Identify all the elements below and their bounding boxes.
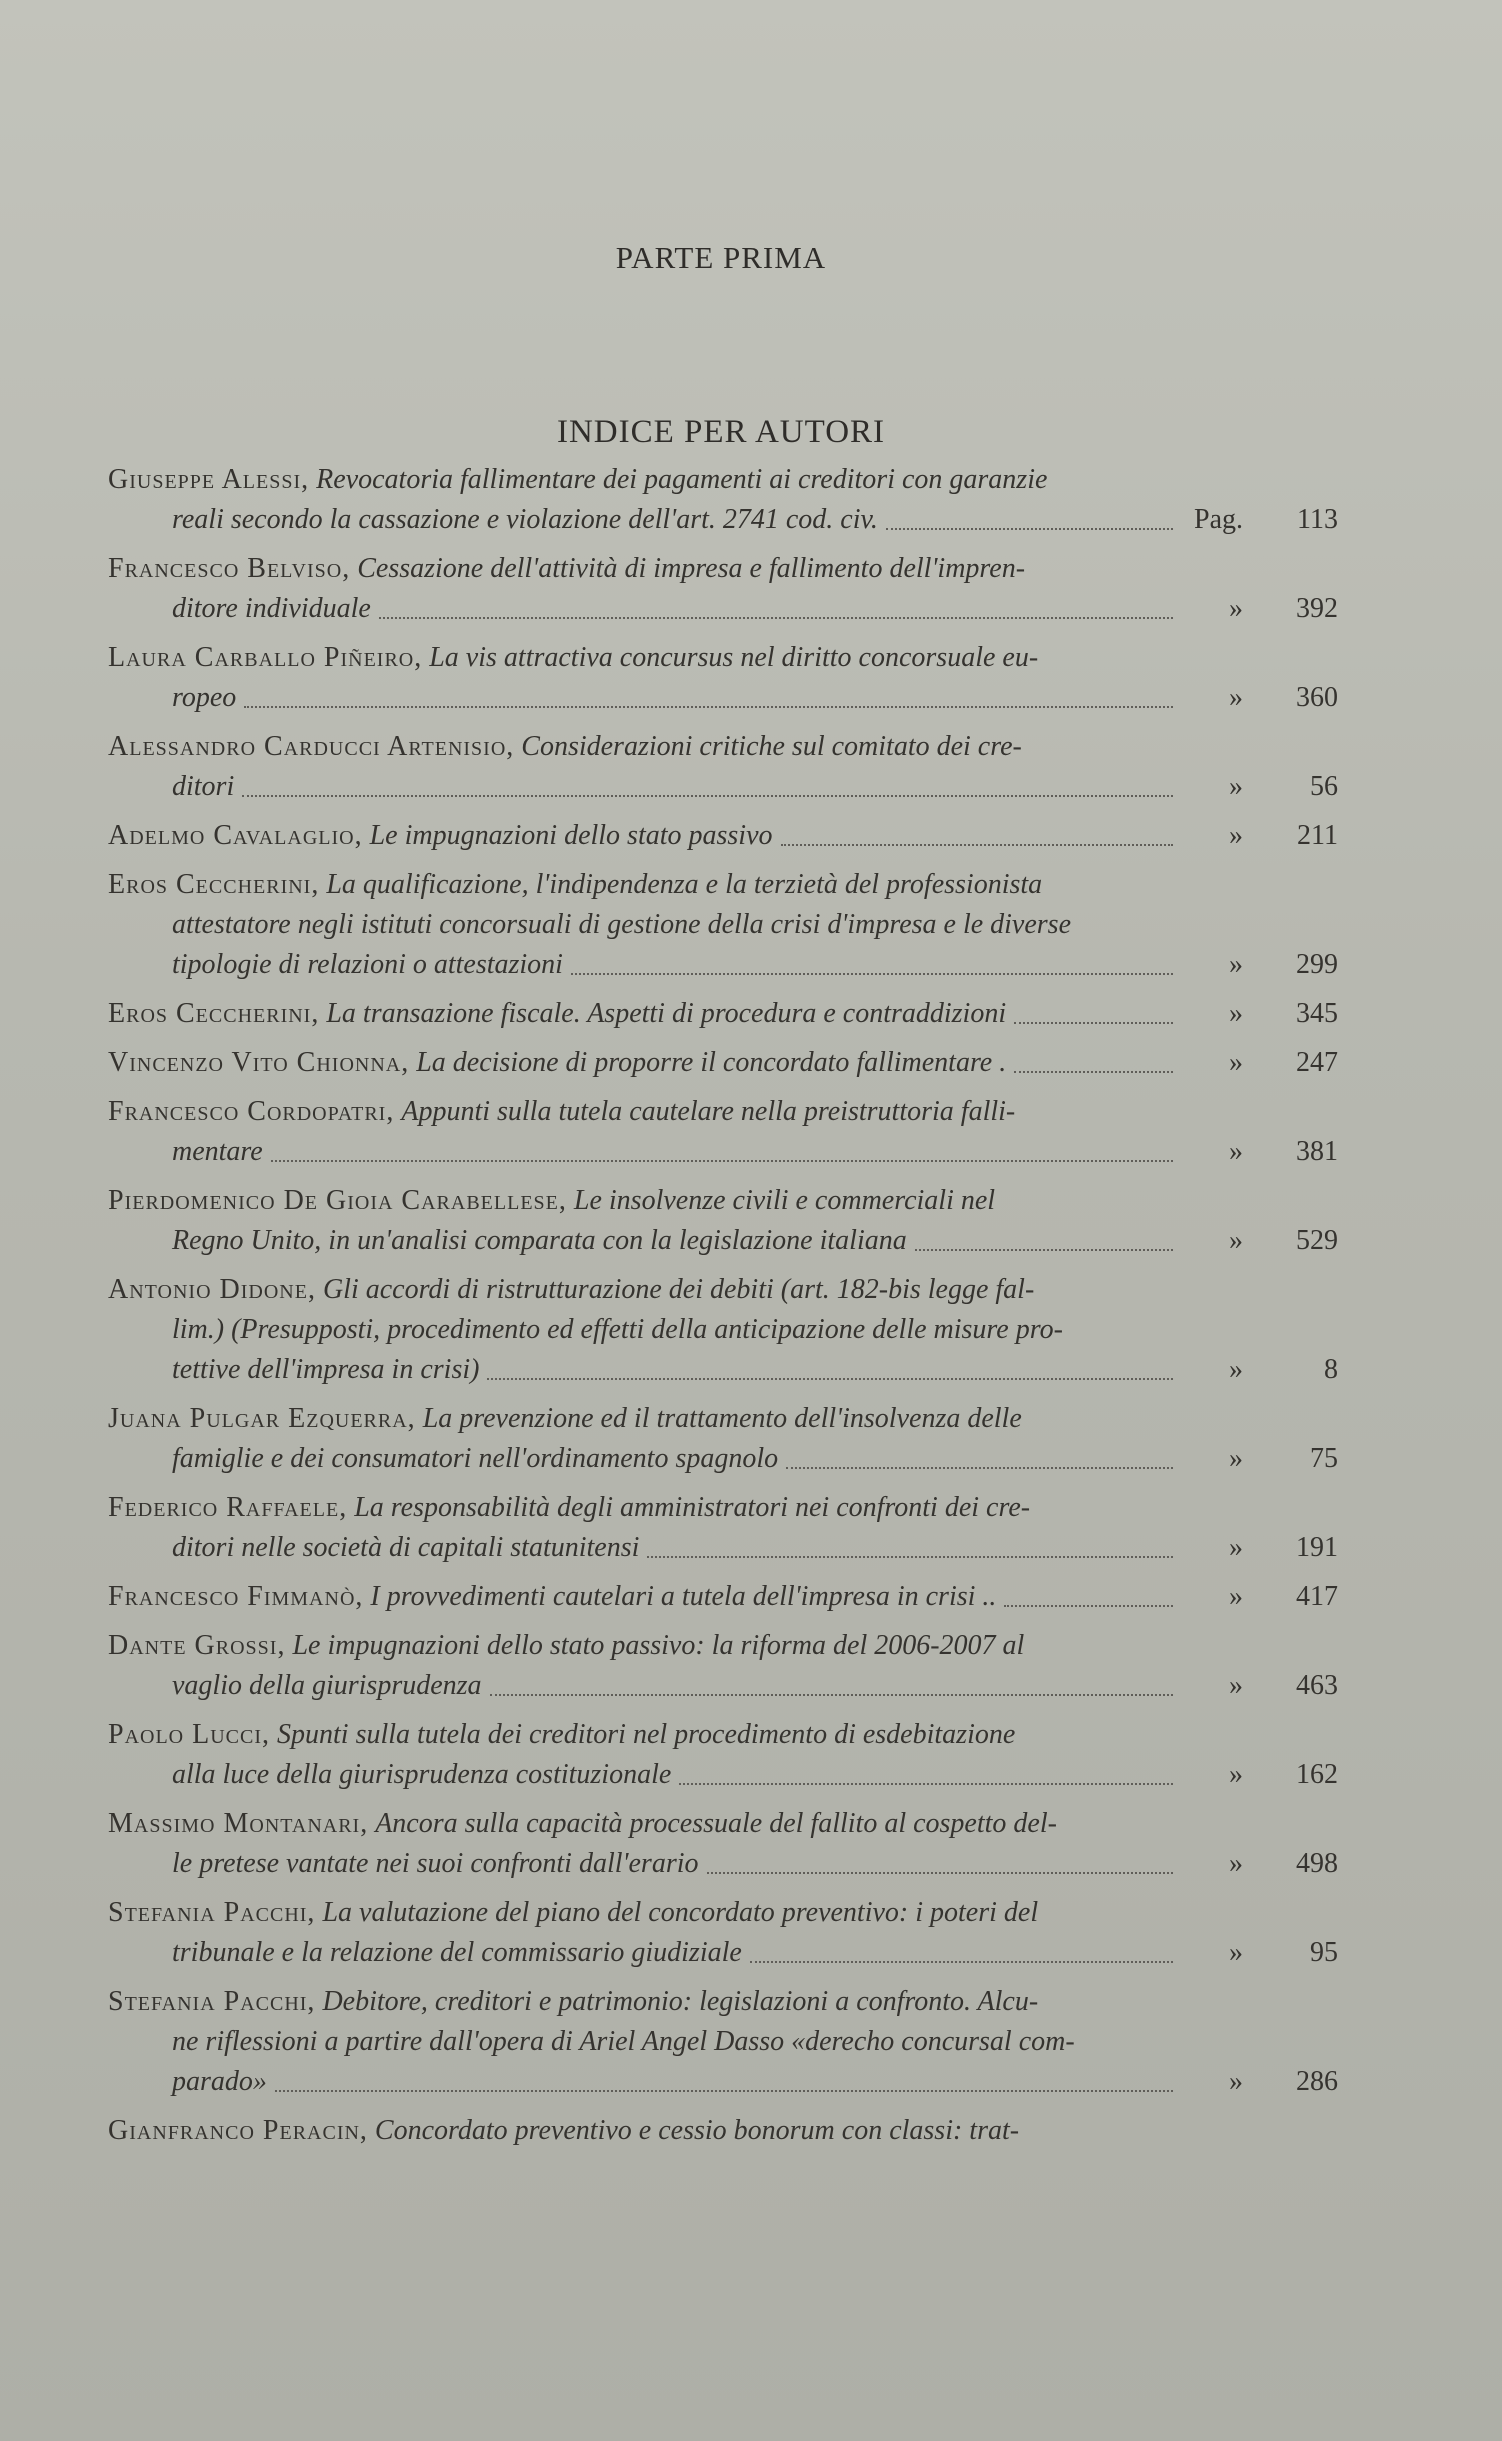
entry-title: Debitore, creditori e patrimonio: legislazioni a confronto. Alcu- [322, 1986, 1039, 2017]
entry-title: La prevenzione ed il trattamento dell'insolvenza delle [422, 1403, 1022, 1434]
entry-line-text [108, 1096, 1015, 1127]
entry-text [108, 1577, 1173, 1617]
entry-title: ropeo [172, 682, 237, 713]
entry-text [108, 638, 1173, 718]
entry-line [108, 1577, 1173, 1617]
entry-line-text [172, 1528, 639, 1568]
index-entry [108, 1092, 1338, 1172]
entry-author: Francesco Belviso, [108, 553, 351, 584]
page-marker: » [1229, 1354, 1243, 1385]
entry-author: Francesco Cordopatri, [108, 1096, 395, 1127]
page-number: 392 [1296, 593, 1338, 624]
entry-line [108, 549, 1173, 589]
dot-leader [379, 615, 1173, 619]
entry-line [108, 1439, 1173, 1479]
entry-title: La valutazione del piano del concordato preventivo: i poteri del [322, 1897, 1039, 1928]
entry-author: Francesco Fimmanò, [108, 1581, 364, 1612]
entry-line [108, 727, 1173, 767]
page-marker: » [1229, 998, 1243, 1029]
entry-line [108, 2111, 1173, 2151]
entry-line [108, 1666, 1173, 1706]
entry-title: Cessazione dell'attività di impresa e fallimento dell'impren- [357, 553, 1026, 584]
entry-line-text [172, 2062, 267, 2102]
entry-title: alla luce della giurisprudenza costituzionale [172, 1759, 672, 1790]
entry-title: mentare [172, 1136, 263, 1167]
entry-line-text [108, 1274, 1034, 1305]
index-entry [108, 994, 1338, 1034]
entry-text [108, 1715, 1173, 1795]
page-number: 191 [1296, 1532, 1338, 1563]
entry-title: attestatore negli istituti concorsuali di gestione della crisi d'impresa e le diverse [172, 909, 1072, 940]
entry-text [108, 865, 1173, 985]
entry-text [108, 727, 1173, 807]
page-number: 360 [1296, 682, 1338, 713]
part-title: PARTE PRIMA [615, 240, 827, 275]
entry-line [108, 1715, 1173, 1755]
entry-line-text [108, 1185, 995, 1216]
page-marker: Pag. [1194, 504, 1243, 535]
entry-title: ditori nelle società di capitali statunitensi [172, 1532, 640, 1563]
index-entry [108, 460, 1338, 540]
index-entry [108, 1399, 1338, 1479]
entry-line-text [108, 1043, 1006, 1083]
index-title: INDICE PER AUTORI [556, 414, 886, 450]
dot-leader [275, 2088, 1173, 2092]
entry-line-text [172, 1755, 671, 1795]
page-number: 463 [1296, 1670, 1338, 1701]
entry-line [108, 1844, 1173, 1884]
entry-text [108, 816, 1173, 856]
page-marker: » [1229, 1670, 1243, 1701]
page-marker: » [1229, 820, 1243, 851]
index-entry [108, 1982, 1338, 2102]
entry-text [108, 1982, 1173, 2102]
entry-line [108, 1488, 1173, 1528]
entry-line [108, 767, 1173, 807]
page-marker: » [1229, 1937, 1243, 1968]
page-number: 286 [1296, 2066, 1338, 2097]
entry-line-text [108, 1897, 1038, 1928]
entry-line-text [172, 500, 878, 540]
index-entry [108, 1626, 1338, 1706]
page-number: 247 [1296, 1047, 1338, 1078]
entry-title: La vis attractiva concursus nel diritto concorsuale eu- [429, 642, 1039, 673]
dot-leader [487, 1376, 1173, 1380]
entry-author: Laura Carballo Piñeiro, [108, 642, 423, 673]
entry-line [108, 1804, 1173, 1844]
dot-leader [1014, 1020, 1173, 1024]
entry-line [108, 1310, 1173, 1350]
dot-leader [707, 1870, 1174, 1874]
entry-line-text [108, 816, 773, 856]
entry-title: ditore individuale [172, 593, 371, 624]
entry-text [108, 1181, 1173, 1261]
dot-leader [786, 1465, 1173, 1469]
page-marker: » [1229, 949, 1243, 980]
entry-line [108, 1221, 1173, 1261]
entry-title: Considerazioni critiche sul comitato dei cre- [521, 731, 1022, 762]
entry-line-text [172, 678, 236, 718]
index-entry [108, 816, 1338, 856]
entry-line [108, 638, 1173, 678]
entry-author: Stefania Pacchi, [108, 1986, 316, 2017]
entry-line [108, 905, 1173, 945]
entry-line-text [172, 1933, 742, 1973]
page-marker: » [1229, 1047, 1243, 1078]
entry-author: Eros Ceccherini, [108, 869, 320, 900]
entry-author: Massimo Montanari, [108, 1808, 369, 1839]
entry-author: Juana Pulgar Ezquerra, [108, 1403, 416, 1434]
entry-title: tipologie di relazioni o attestazioni [172, 949, 563, 980]
page-number: 56 [1310, 771, 1338, 802]
entry-author: Adelmo Cavalaglio, [108, 820, 363, 851]
entry-text [108, 994, 1173, 1034]
entry-text [108, 1626, 1173, 1706]
entry-line-text [108, 1986, 1038, 2017]
index-entry [108, 2111, 1338, 2151]
entry-title: ne riflessioni a partire dall'opera di Ariel Angel Dasso «derecho concursal com- [172, 2026, 1075, 2057]
index-entry [108, 1715, 1338, 1795]
entry-line [108, 678, 1173, 718]
entry-title: Le impugnazioni dello stato passivo [369, 820, 773, 851]
entry-title: La qualificazione, l'indipendenza e la terzietà del professionista [326, 869, 1043, 900]
entry-line [108, 1755, 1173, 1795]
entry-line [108, 500, 1173, 540]
entry-title: I provvedimenti cautelari a tutela dell'impresa in crisi .. [370, 1581, 997, 1612]
entry-author: Giuseppe Alessi, [108, 464, 310, 495]
entry-text [108, 460, 1173, 540]
entry-line-text [108, 1808, 1057, 1839]
page-marker: » [1229, 1136, 1243, 1167]
entry-author: Gianfranco Peracin, [108, 2115, 368, 2146]
page-marker: » [1229, 593, 1243, 624]
entry-line [108, 1350, 1173, 1390]
index-entry [108, 1577, 1338, 1617]
entry-line-text [172, 1314, 1063, 1345]
entry-title: ditori [172, 771, 235, 802]
entry-line-text [108, 553, 1025, 584]
index-entry [108, 1893, 1338, 1973]
page-marker: » [1229, 771, 1243, 802]
page-number: 95 [1310, 1937, 1338, 1968]
page-number: 75 [1310, 1443, 1338, 1474]
entry-title: lim.) (Presupposti, procedimento ed effetti della anticipazione delle misure pro- [172, 1314, 1063, 1345]
dot-leader [242, 793, 1173, 797]
index-entry [108, 1804, 1338, 1884]
entry-title: Gli accordi di ristrutturazione dei debiti (art. 182-bis legge fal- [322, 1274, 1035, 1305]
entry-line [108, 1528, 1173, 1568]
entry-line [108, 2062, 1173, 2102]
dot-leader [1004, 1603, 1173, 1607]
index-entry [108, 865, 1338, 985]
entry-line-text [108, 994, 1006, 1034]
page-marker: » [1229, 1225, 1243, 1256]
entry-line-text [172, 909, 1071, 940]
dot-leader [915, 1247, 1173, 1251]
dot-leader [679, 1781, 1173, 1785]
entry-title: La transazione fiscale. Aspetti di procedura e contraddizioni [326, 998, 1007, 1029]
entry-text [108, 1092, 1173, 1172]
dot-leader [781, 842, 1173, 846]
entry-line-text [172, 1439, 778, 1479]
index-entry [108, 638, 1338, 718]
entry-line [108, 1399, 1173, 1439]
page-number: 211 [1297, 820, 1338, 851]
dot-leader [1014, 1069, 1173, 1073]
entry-author: Stefania Pacchi, [108, 1897, 316, 1928]
page-marker: » [1229, 1532, 1243, 1563]
entry-line-text [172, 1221, 907, 1261]
entry-line [108, 816, 1173, 856]
entry-line [108, 1982, 1173, 2022]
entry-line [108, 945, 1173, 985]
entry-author: Alessandro Carducci Artenisio, [108, 731, 515, 762]
entry-line [108, 589, 1173, 629]
index-entry [108, 1181, 1338, 1261]
entry-title: Ancora sulla capacità processuale del fallito al cospetto del- [375, 1808, 1057, 1839]
dot-leader [490, 1692, 1173, 1696]
entry-text [108, 549, 1173, 629]
page-number: 529 [1296, 1225, 1338, 1256]
entry-author: Dante Grossi, [108, 1630, 286, 1661]
page-number: 345 [1296, 998, 1338, 1029]
page-number: 299 [1296, 949, 1338, 980]
entry-line [108, 1132, 1173, 1172]
entry-line-text [172, 1132, 263, 1172]
entry-title: Concordato preventivo e cessio bonorum con classi: trat- [374, 2115, 1020, 2146]
entry-line-text [108, 1492, 1030, 1523]
entry-author: Eros Ceccherini, [108, 998, 320, 1029]
entry-line-text [108, 869, 1042, 900]
entry-author: Antonio Didone, [108, 1274, 316, 1305]
entry-line-text [108, 464, 1047, 495]
entry-title: parado» [172, 2066, 267, 2097]
entry-text [108, 1043, 1173, 1083]
entry-line-text [172, 945, 563, 985]
index-entry [108, 1488, 1338, 1568]
index-entry [108, 1043, 1338, 1083]
dot-leader [750, 1959, 1173, 1963]
index-entry [108, 549, 1338, 629]
entry-text [108, 1488, 1173, 1568]
entry-title: le pretese vantate nei suoi confronti dall'erario [172, 1848, 699, 1879]
entry-line-text [108, 1577, 996, 1617]
page-marker: » [1229, 1848, 1243, 1879]
entry-title: La responsabilità degli amministratori nei confronti dei cre- [354, 1492, 1031, 1523]
entry-line [108, 1270, 1173, 1310]
entry-line-text [172, 2026, 1075, 2057]
entry-title: tettive dell'impresa in crisi) [172, 1354, 480, 1385]
entry-title: tribunale e la relazione del commissario giudiziale [172, 1937, 742, 1968]
entry-line [108, 1933, 1173, 1973]
page-number: 113 [1297, 504, 1338, 535]
entry-line [108, 1626, 1173, 1666]
entry-title: reali secondo la cassazione e violazione dell'art. 2741 cod. civ. [172, 504, 878, 535]
entry-line-text [108, 1630, 1024, 1661]
entry-title: Le impugnazioni dello stato passivo: la riforma del 2006-2007 al [292, 1630, 1025, 1661]
entry-line-text [172, 1350, 479, 1390]
page-marker: » [1229, 1581, 1243, 1612]
entry-line-text [108, 731, 1022, 762]
page-number: 381 [1296, 1136, 1338, 1167]
entry-text [108, 1399, 1173, 1479]
entry-line [108, 1181, 1173, 1221]
page-number: 162 [1296, 1759, 1338, 1790]
entry-line [108, 994, 1173, 1034]
page-marker: » [1229, 1443, 1243, 1474]
entry-author: Pierdomenico De Gioia Carabellese, [108, 1185, 567, 1216]
entry-line-text [108, 1719, 1015, 1750]
dot-leader [244, 704, 1173, 708]
entry-author: Vincenzo Vito Chionna, [108, 1047, 410, 1078]
index-entry [108, 727, 1338, 807]
entry-text [108, 1270, 1173, 1390]
entry-line-text [172, 589, 371, 629]
entry-line-text [108, 2115, 1019, 2146]
entry-line-text [172, 767, 234, 807]
dot-leader [571, 971, 1173, 975]
page-marker: » [1229, 682, 1243, 713]
entry-title: Appunti sulla tutela cautelare nella preistruttoria falli- [401, 1096, 1016, 1127]
dot-leader [886, 526, 1173, 530]
page-marker: » [1229, 2066, 1243, 2097]
entry-line-text [172, 1844, 699, 1884]
dot-leader [647, 1554, 1173, 1558]
entry-line [108, 1092, 1173, 1132]
page-number: 417 [1296, 1581, 1338, 1612]
entry-line-text [108, 642, 1038, 673]
entry-text [108, 2111, 1173, 2151]
entry-title: Le insolvenze civili e commerciali nel [573, 1185, 996, 1216]
entry-title: Regno Unito, in un'analisi comparata con la legislazione italiana [172, 1225, 907, 1256]
entry-line [108, 865, 1173, 905]
entry-line [108, 2022, 1173, 2062]
entry-line [108, 1043, 1173, 1083]
page-number: 498 [1296, 1848, 1338, 1879]
page-number: 8 [1324, 1354, 1338, 1385]
entry-title: Spunti sulla tutela dei creditori nel procedimento di esdebitazione [277, 1719, 1016, 1750]
entry-author: Federico Raffaele, [108, 1492, 348, 1523]
entry-title: La decisione di proporre il concordato fallimentare . [416, 1047, 1007, 1078]
index-entry [108, 1270, 1338, 1390]
entry-line-text [108, 1403, 1022, 1434]
entry-author: Paolo Lucci, [108, 1719, 271, 1750]
entry-title: Revocatoria fallimentare dei pagamenti ai creditori con garanzie [316, 464, 1048, 495]
entry-title: vaglio della giurisprudenza [172, 1670, 482, 1701]
page-marker: » [1229, 1759, 1243, 1790]
author-index-list [108, 460, 1338, 2160]
entry-line [108, 460, 1173, 500]
entry-line [108, 1893, 1173, 1933]
entry-title: famiglie e dei consumatori nell'ordinamento spagnolo [172, 1443, 779, 1474]
dot-leader [271, 1158, 1173, 1162]
entry-line-text [172, 1666, 482, 1706]
entry-text [108, 1804, 1173, 1884]
entry-text [108, 1893, 1173, 1973]
